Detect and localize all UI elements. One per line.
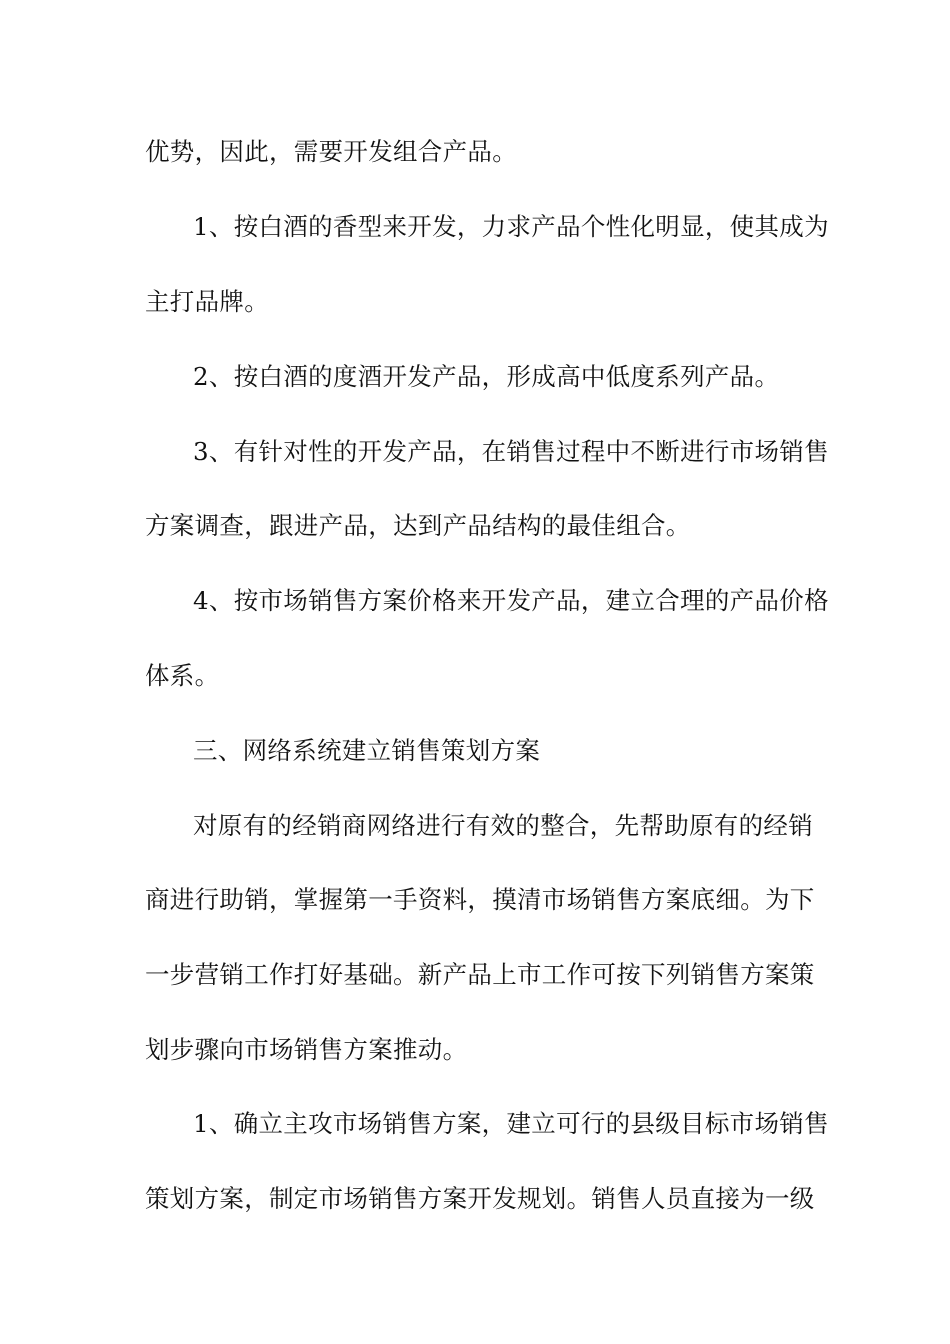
text-line: 优势，因此，需要开发组合产品。	[145, 137, 517, 166]
section-heading: 三、网络系统建立销售策划方案	[193, 736, 541, 765]
text-line: 划步骤向市场销售方案推动。	[145, 1035, 468, 1064]
list-item-text: 2、按白酒的度酒开发产品，形成高中低度系列产品。	[193, 362, 780, 391]
text-line: 方案调查，跟进产品，达到产品结构的最佳组合。	[145, 511, 691, 540]
text-line: 体系。	[145, 661, 220, 690]
list-item-text: 4、按市场销售方案价格来开发产品，建立合理的产品价格	[193, 586, 829, 615]
text-line: 一步营销工作打好基础。新产品上市工作可按下列销售方案策	[145, 960, 815, 989]
list-item-text: 1、按白酒的香型来开发，力求产品个性化明显，使其成为	[193, 212, 829, 241]
text-line: 主打品牌。	[145, 287, 269, 316]
list-item-text: 3、有针对性的开发产品，在销售过程中不断进行市场销售	[193, 437, 829, 466]
list-item-text: 1、确立主攻市场销售方案，建立可行的县级目标市场销售	[193, 1109, 829, 1138]
text-line: 商进行助销，掌握第一手资料，摸清市场销售方案底细。为下	[145, 885, 815, 914]
paragraph-text: 对原有的经销商网络进行有效的整合，先帮助原有的经销	[193, 811, 813, 840]
text-line: 策划方案，制定市场销售方案开发规划。销售人员直接为一级	[145, 1184, 815, 1213]
